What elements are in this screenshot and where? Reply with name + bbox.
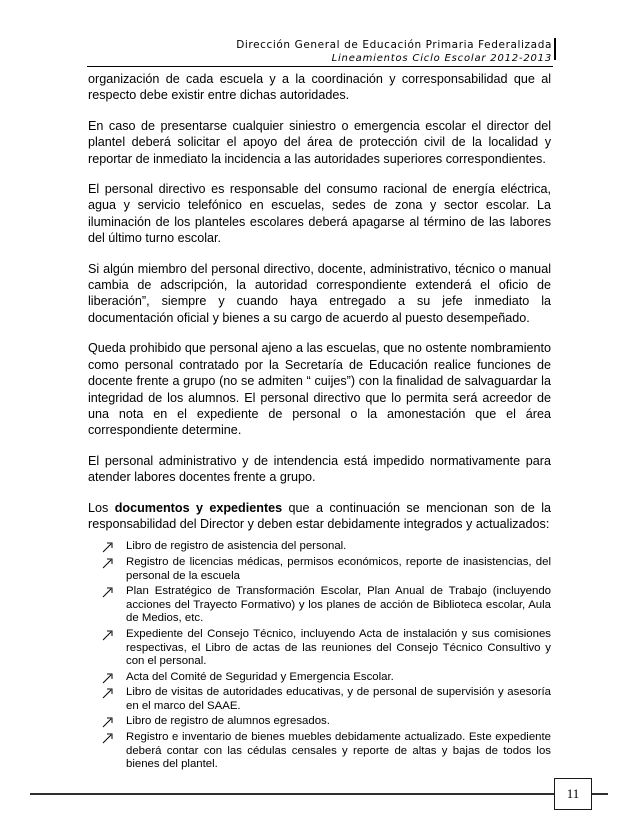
- list-item-text: Acta del Comité de Seguridad y Emergencia Escolar.: [126, 670, 394, 683]
- intro-bold-term: documentos y expedientes: [114, 500, 283, 515]
- list-item: [98, 731, 551, 772]
- list-item: [98, 715, 551, 729]
- paragraph-emergency: En caso de presentarse cualquier siniestro o emergencia escolar el director del plantel deberá solicitar el apoyo del área de protección civil de la localidad y reportar de inmediato la incidencia a las autoridades superiores correspondientes.: [88, 118, 551, 166]
- paragraph-administrative-staff: El personal administrativo y de intendencia está impedido normativamente para atender labores docentes frente a grupo.: [88, 453, 551, 485]
- page-number-box: [554, 778, 592, 810]
- list-item: [98, 671, 551, 685]
- list-item-text: Expediente del Consejo Técnico, incluyendo Acta de instalación y sus comisiones respectivas, el Libro de actas de las reuniones del Consejo Técnico Consultivo y con el personal.: [126, 627, 551, 668]
- documents-list: [88, 540, 551, 772]
- list-item: [98, 628, 551, 669]
- arrow-bullet-icon: [102, 586, 118, 603]
- intro-after: que a continuación se mencionan son de la responsabilidad del Director y deben estar debidamente integrados y actualizados:: [88, 500, 551, 531]
- arrow-bullet-icon: [102, 732, 118, 749]
- footer-divider: [30, 793, 608, 795]
- page-header: [236, 38, 552, 65]
- list-item: [98, 585, 551, 626]
- header-accent-bar: [554, 38, 556, 60]
- header-subtitle: Lineamientos Ciclo Escolar 2012-2013: [331, 53, 552, 64]
- page-body: [88, 71, 551, 774]
- list-item-text: Libro de registro de asistencia del personal.: [126, 540, 347, 553]
- paragraph-prohibited-personnel: Queda prohibido que personal ajeno a las escuelas, que no ostente nombramiento como personal contratado por la Secretaría de Educación realice funciones de docente frente a grupo (no se admiten “ cuijes”) con la finalidad de salvaguardar la integridad de los alumnos. El personal directivo que lo permita será acreedor de una nota en el expediente de personal o la amonestación que el área correspondiente determine.: [88, 341, 551, 438]
- paragraph-transfer: Si algún miembro del personal directivo, docente, administrativo, técnico o manual cambia de adscripción, la autoridad correspondiente extenderá el oficio de liberación”, siempre y cuando haya entregado a su jefe inmediato la documentación oficial y bienes a su cargo de acuerdo al puesto desempeñado.: [88, 261, 551, 325]
- list-item-text: Plan Estratégico de Transformación Escolar, Plan Anual de Trabajo (incluyendo acciones del Trayecto Formativo) y los planes de acción de Biblioteca escolar, Aula de Medios, etc.: [126, 585, 551, 625]
- list-item-text: Libro de visitas de autoridades educativas, y de personal de supervisión y asesoría en el marco del SAAE.: [126, 686, 551, 712]
- paragraph-coordination: organización de cada escuela y a la coordinación y corresponsabilidad que al respecto debe existir entre dichas autoridades.: [88, 72, 551, 103]
- arrow-bullet-icon: [102, 557, 118, 574]
- intro-before: Los: [88, 500, 115, 515]
- paragraph-documents-intro: [88, 500, 551, 533]
- header-title: Dirección General de Educación Primaria Federalizada: [236, 39, 552, 51]
- list-item: [98, 540, 551, 554]
- arrow-bullet-icon: [102, 629, 118, 646]
- paragraph-energy: El personal directivo es responsable del consumo racional de energía eléctrica, agua y servicio telefónico en escuelas, sedes de zona y sector escolar. La iluminación de los planteles escolares deberá apagarse al término de las labores del último turno escolar.: [88, 182, 551, 246]
- page-number: 11: [566, 786, 580, 801]
- list-item: [98, 686, 551, 713]
- list-item-text: Registro de licencias médicas, permisos económicos, reporte de inasistencias, del personal de la escuela: [126, 555, 551, 582]
- list-item-text: Libro de registro de alumnos egresados.: [126, 715, 330, 728]
- list-item-text: Registro e inventario de bienes muebles debidamente actualizado. Este expediente deberá contar con las cédulas censales y reporte de altas y bajas de todos los bienes del plantel.: [126, 731, 551, 771]
- header-divider: [87, 66, 553, 67]
- arrow-bullet-icon: [102, 687, 118, 704]
- list-item: [98, 556, 551, 583]
